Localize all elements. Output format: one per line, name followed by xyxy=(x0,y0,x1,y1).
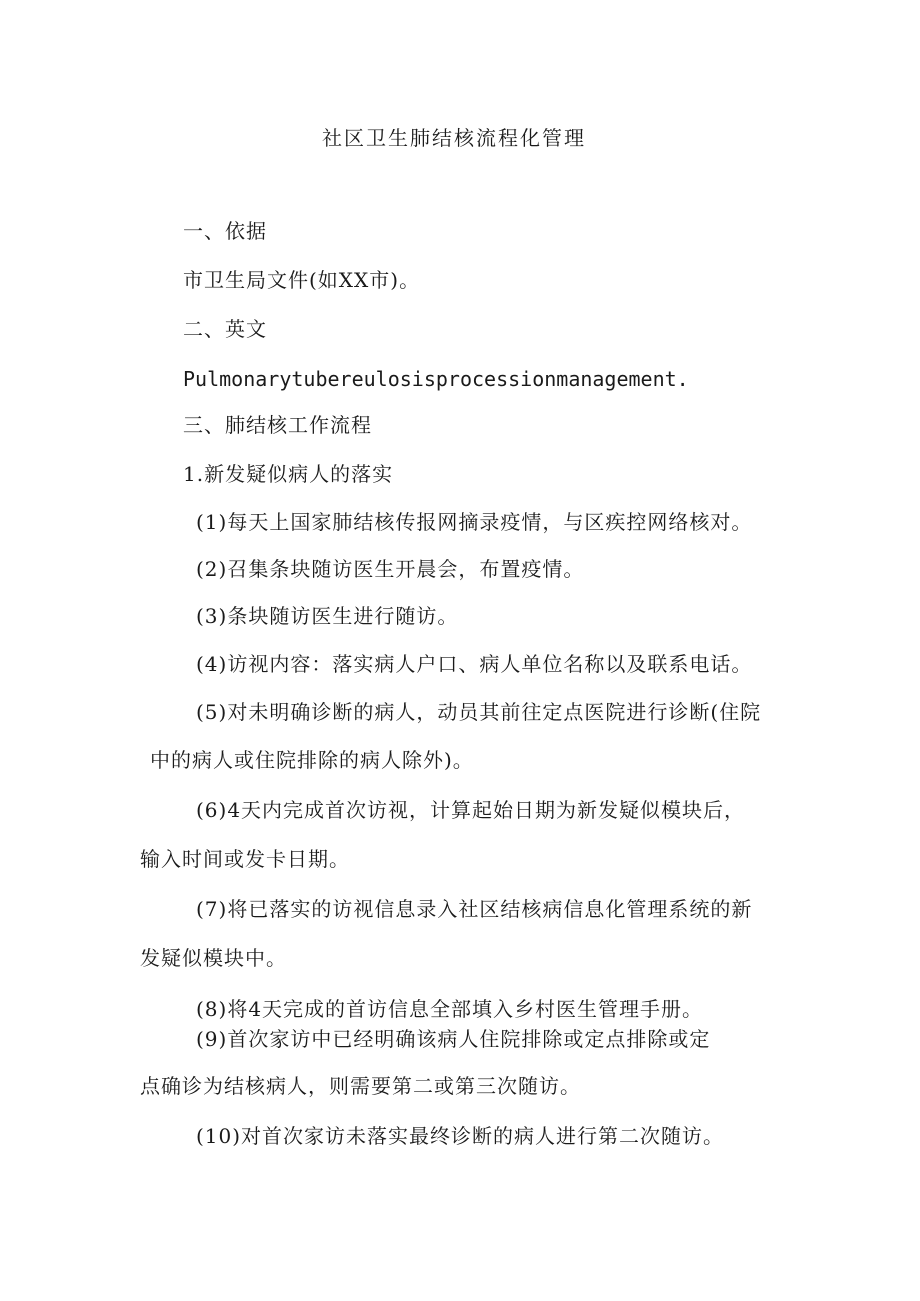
basis-text: 市卫生局文件(如XX市)。 xyxy=(183,268,421,292)
list-item: (8)将4天完成的首访信息全部填入乡村医生管理手册。 xyxy=(196,997,704,1021)
list-item-continuation: 发疑似模块中。 xyxy=(140,946,287,970)
section-heading-english: 二、英文 xyxy=(183,317,267,341)
section-heading-workflow: 三、肺结核工作流程 xyxy=(183,413,372,437)
list-item: (10)对首次家访未落实最终诊断的病人进行第二次随访。 xyxy=(196,1124,725,1148)
list-item: (3)条块随访医生进行随访。 xyxy=(196,604,459,628)
document-title: 社区卫生肺结核流程化管理 xyxy=(322,126,586,150)
list-item: (9)首次家访中已经明确该病人住院排除或定点排除或定 xyxy=(196,1027,711,1051)
list-item: (6)4天内完成首次访视，计算起始日期为新发疑似模块后， xyxy=(196,798,746,822)
english-title-text: Pulmonarytubereulosisprocessionmanagement. xyxy=(183,367,689,391)
list-item-continuation: 输入时间或发卡日期。 xyxy=(140,847,350,871)
list-item-continuation: 点确诊为结核病人，则需要第二或第三次随访。 xyxy=(140,1074,581,1098)
list-item: (4)访视内容：落实病人户口、病人单位名称以及联系电话。 xyxy=(196,652,753,676)
list-item: (1)每天上国家肺结核传报网摘录疫情，与区疾控网络核对。 xyxy=(196,510,753,534)
list-item: (5)对未明确诊断的病人，动员其前往定点医院进行诊断(住院 xyxy=(196,700,762,724)
list-item: (7)将已落实的访视信息录入社区结核病信息化管理系统的新 xyxy=(196,897,753,921)
section-heading-basis: 一、依据 xyxy=(183,219,267,243)
list-item-continuation: 中的病人或住院排除的病人除外)。 xyxy=(150,748,474,772)
list-item: (2)召集条块随访医生开晨会，布置疫情。 xyxy=(196,557,585,581)
subsection-heading-new-suspected: 1.新发疑似病人的落实 xyxy=(183,462,394,486)
